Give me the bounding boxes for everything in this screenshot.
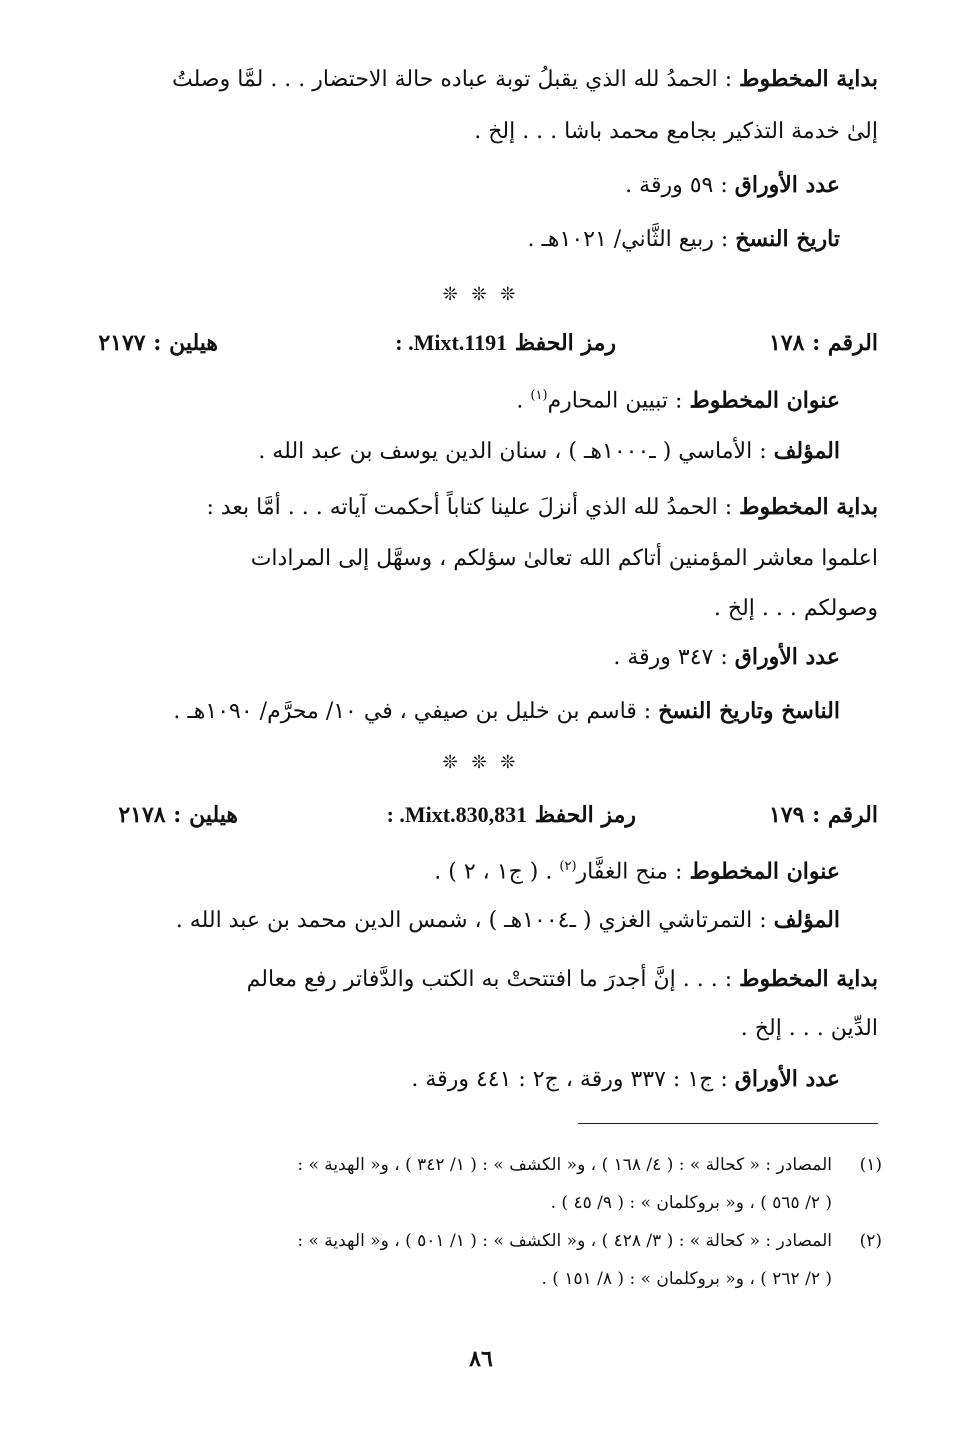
shelfmark-label: رمز الحفظ — [514, 330, 616, 356]
section-separator: ❊ ❊ ❊ — [442, 752, 520, 773]
title-end: . ( ج١ ، ٢ ) . — [434, 859, 553, 885]
number-value: : ١٧٩ — [768, 802, 821, 828]
leaves-label: عدد الأوراق — [734, 644, 840, 670]
leaves-label: عدد الأوراق — [734, 1066, 840, 1092]
copy-date-value: : ربيع الثَّاني/ ١٠٢١هـ . — [527, 227, 729, 252]
shelfmark-value: : .Mixt.830,831 — [386, 802, 528, 827]
leaves-label: عدد الأوراق — [734, 172, 840, 198]
leaves-value: : ٣٤٧ ورقة . — [613, 645, 728, 670]
title-end: . — [516, 388, 524, 414]
copy-date-line — [527, 222, 840, 257]
start-text-continued: الدِّين . . . إلخ . — [740, 1016, 878, 1041]
start-label: بداية المخطوط — [739, 494, 878, 520]
section-separator: ❊ ❊ ❊ — [442, 284, 520, 305]
footnote-number: (٢) — [859, 1231, 882, 1251]
helen-label: هيلين — [169, 330, 218, 356]
start-text-continued: اعلموا معاشر المؤمنين أتاكم الله تعالىٰ سؤلكم ، وسهَّل إلى المرادات — [250, 546, 878, 571]
footnote-rule — [578, 1123, 878, 1124]
footnote-text-continued: ( ٢/ ٢٦٢ ) ، و« بروكلمان » : ( ٨/ ١٥١ ) . — [541, 1269, 832, 1289]
start-text-continued: وصولكم . . . إلخ . — [713, 596, 878, 621]
helen-number — [118, 798, 238, 832]
start-label: بداية المخطوط — [739, 66, 878, 92]
page-number: ٨٦ — [469, 1346, 493, 1372]
author-value: : الأماسي ( ـ١٠٠٠هـ ) ، سنان الدين يوسف بن عبد الله . — [258, 439, 767, 464]
leaves-line — [613, 640, 840, 675]
copyist-date-label: الناسخ وتاريخ النسخ — [658, 698, 840, 724]
start-line — [172, 62, 878, 97]
author-line — [176, 903, 840, 938]
footnote-ref: (١) — [530, 388, 548, 403]
copyist-date-line — [173, 694, 840, 729]
shelfmark — [395, 326, 616, 360]
author-value: : التمرتاشي الغزي ( ـ١٠٠٤هـ ) ، شمس الدين محمد بن عبد الله . — [175, 908, 767, 933]
start-label: بداية المخطوط — [739, 966, 878, 992]
start-text-continued: إلىٰ خدمة التذكير بجامع محمد باشا . . . إلخ . — [474, 119, 878, 144]
leaves-line — [411, 1062, 840, 1097]
start-text: : . . . إنَّ أجدرَ ما افتتحتْ به الكتب والدَّفاتر رفع معالم — [246, 967, 733, 992]
author-label: المؤلف — [773, 438, 840, 464]
footnote-text-continued: ( ٢/ ٥٦٥ ) ، و« بروكلمان » : ( ٩/ ٤٥ ) . — [550, 1193, 832, 1213]
helen-number — [98, 326, 218, 360]
copyist-date-value: : قاسم بن خليل بن صيفي ، في ١٠/ محرَّم/ ١٠٩٠هـ . — [173, 699, 652, 724]
title-label: عنوان المخطوط — [689, 387, 840, 414]
shelfmark-label: رمز الحفظ — [534, 802, 636, 828]
leaves-line — [625, 168, 840, 203]
entry-number — [769, 798, 878, 832]
start-line — [206, 490, 878, 525]
footnote-ref: (٢) — [559, 859, 577, 874]
number-value: : ١٧٨ — [768, 330, 821, 356]
footnote-text: المصادر : « كحالة » : ( ٣/ ٤٢٨ ) ، و« الكشف » : ( ١/ ٥٠١ ) ، و« الهدية » : — [297, 1231, 832, 1251]
entry-number — [769, 326, 878, 360]
leaves-value: : ٥٩ ورقة . — [625, 173, 728, 198]
helen-value: : ٢١٧٨ — [118, 802, 182, 828]
author-line — [258, 434, 840, 469]
author-label: المؤلف — [773, 907, 840, 933]
copy-date-label: تاريخ النسخ — [735, 226, 840, 252]
shelfmark — [387, 798, 636, 832]
title-value: : منح الغفَّار — [576, 859, 683, 885]
number-label: الرقم — [827, 330, 878, 356]
title-line — [434, 850, 840, 889]
helen-label: هيلين — [189, 802, 238, 828]
number-label: الرقم — [827, 802, 878, 828]
leaves-value: : ج١ : ٣٣٧ ورقة ، ج٢ : ٤٤١ ورقة . — [411, 1067, 728, 1092]
footnote-text: المصادر : « كحالة » : ( ٤/ ١٦٨ ) ، و« الكشف » : ( ١/ ٣٤٢ ) ، و« الهدية » : — [297, 1155, 832, 1175]
start-line — [247, 962, 878, 997]
helen-value: : ٢١٧٧ — [98, 330, 162, 356]
title-label: عنوان المخطوط — [689, 858, 840, 885]
title-value: : تبيين المحارم — [547, 388, 683, 414]
title-line — [516, 379, 840, 418]
start-text: : الحمدُ لله الذي أنزلَ علينا كتاباً أحكمت آياته . . . أمَّا بعد : — [206, 495, 733, 520]
start-text: : الحمدُ لله الذي يقبلُ توبة عباده حالة الاحتضار . . . لمَّا وصلتُ — [172, 67, 733, 92]
footnote-number: (١) — [859, 1155, 882, 1175]
shelfmark-value: : .Mixt.1191 — [395, 330, 508, 355]
